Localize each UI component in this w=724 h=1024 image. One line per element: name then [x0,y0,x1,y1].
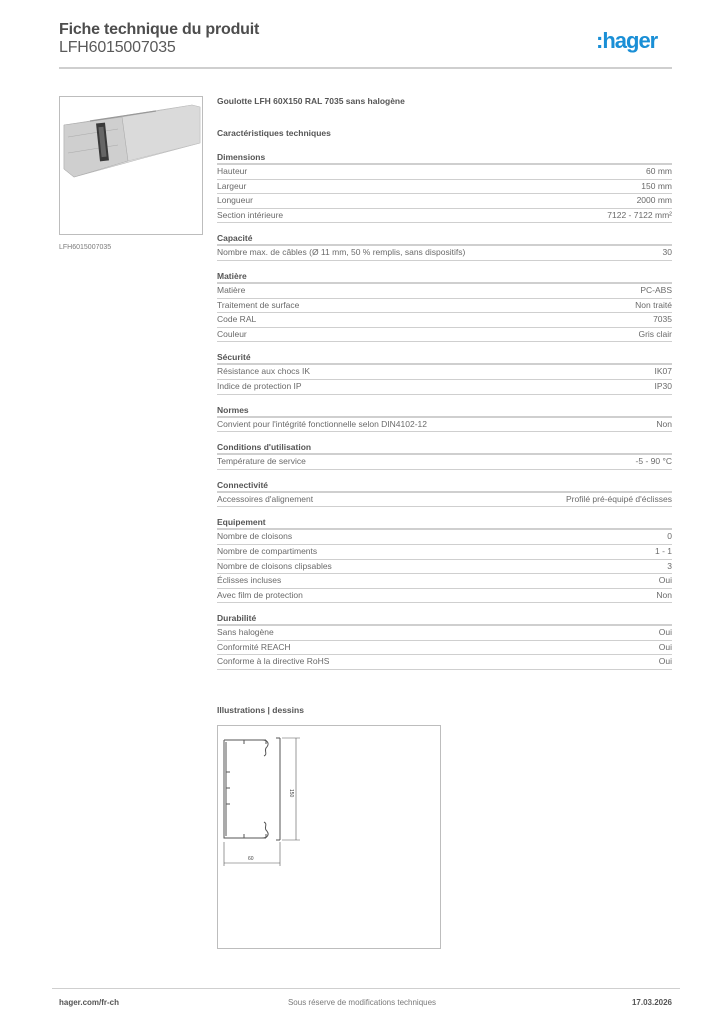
spec-row [217,418,672,433]
spec-value: 1 - 1 [654,545,672,556]
spec-row [217,626,672,641]
spec-value: Oui [658,627,672,638]
footer-date: 17.03.2026 [631,998,672,1007]
spec-label: Accessoires d'alignement [217,493,314,504]
spec-row [217,246,672,261]
section-capacite [217,232,672,261]
cross-section-drawing-icon [218,726,440,948]
characteristics-heading: Caractéristiques techniques [217,128,331,138]
spec-row [217,380,672,395]
footer-divider [52,988,680,989]
section-connectivite [217,479,672,508]
spec-label: Conformité REACH [217,641,291,652]
illustrations-heading: Illustrations | dessins [217,705,304,715]
spec-row [217,165,672,180]
spec-row [217,455,672,470]
section-title: Normes [217,404,672,418]
section-title: Conditions d'utilisation [217,441,672,455]
spec-value: Gris clair [638,328,672,339]
spec-label: Température de service [217,456,306,467]
spec-row [217,589,672,604]
spec-value: 2000 mm [636,195,672,206]
spec-label: Nombre de cloisons [217,531,293,542]
spec-value: PC-ABS [640,284,672,295]
spec-value: Oui [658,656,672,667]
section-conditions-utilisation [217,441,672,470]
section-title: Equipement [217,516,672,530]
spec-label: Longueur [217,195,253,206]
section-normes [217,404,672,433]
footer-website-link[interactable]: hager.com/fr-ch [59,998,120,1007]
spec-row [217,180,672,195]
spec-row [217,560,672,575]
product-image [59,96,203,235]
spec-value: 7122 - 7122 mm² [607,209,672,220]
spec-value: 60 mm [646,166,672,176]
spec-label: Largeur [217,180,247,191]
spec-label: Indice de protection IP [217,380,302,391]
spec-row [217,284,672,299]
spec-value: Non traité [635,299,672,310]
spec-label: Résistance aux chocs IK [217,366,311,377]
spec-value: Oui [658,641,672,652]
spec-row [217,209,672,224]
spec-row [217,328,672,343]
section-securite [217,351,672,394]
spec-value: 150 mm [641,180,672,191]
spec-row [217,493,672,508]
spec-row [217,194,672,209]
spec-value: -5 - 90 °C [635,456,672,467]
section-title: Matière [217,270,672,284]
spec-label: Section intérieure [217,209,284,220]
section-title: Connectivité [217,479,672,493]
height-dimension-label: 150 [288,789,294,798]
spec-row [217,365,672,380]
section-title: Sécurité [217,351,672,365]
spec-label: Avec film de protection [217,589,303,600]
spec-label: Code RAL [217,314,257,325]
spec-label: Convient pour l'intégrité fonctionnelle selon DIN4102-12 [217,418,428,429]
spec-label: Couleur [217,328,247,339]
spec-value: Profilé pré-équipé d'éclisses [565,493,672,504]
spec-value: 0 [667,531,672,542]
section-durabilite [217,612,672,670]
product-name: Goulotte LFH 60X150 RAL 7035 sans halogène [217,96,405,106]
section-title: Durabilité [217,612,672,626]
spec-value: IK07 [654,366,672,377]
spec-value: Oui [658,575,672,586]
product-image-caption: LFH6015007035 [59,244,112,251]
spec-row [217,313,672,328]
section-title: Capacité [217,232,672,246]
spec-label: Matière [217,284,246,295]
document-title: Fiche technique du produit [59,21,260,38]
section-equipement [217,516,672,603]
spec-row [217,530,672,545]
spec-label: Sans halogène [217,627,274,638]
spec-label: Éclisses incluses [217,575,282,586]
hager-logo: :hager [596,28,658,53]
section-title: Dimensions [217,151,672,165]
spec-value: Non [656,418,672,429]
spec-row [217,574,672,589]
section-matiere [217,270,672,342]
spec-value: 30 [662,247,672,258]
spec-label: Nombre max. de câbles (Ø 11 mm, 50 % remplis, sans dispositifs) [217,247,466,258]
header-divider [59,67,672,69]
width-dimension-label: 60 [248,856,254,862]
spec-value: IP30 [654,380,672,391]
technical-specifications [217,96,672,670]
spec-label: Conforme à la directive RoHS [217,656,330,667]
cable-trunking-photo-icon [60,97,202,234]
spec-row [217,655,672,670]
spec-label: Nombre de cloisons clipsables [217,560,332,571]
technical-drawing [217,725,441,949]
spec-value: 3 [667,560,672,571]
spec-row [217,641,672,656]
spec-label: Traitement de surface [217,299,300,310]
section-dimensions [217,151,672,223]
spec-value: 7035 [653,314,672,325]
footer-disclaimer: Sous réserve de modifications techniques [287,998,437,1007]
spec-row [217,545,672,560]
spec-value: Non [656,589,672,600]
spec-row [217,299,672,314]
product-code: LFH6015007035 [59,39,176,56]
spec-label: Hauteur [217,166,248,176]
spec-label: Nombre de compartiments [217,545,318,556]
